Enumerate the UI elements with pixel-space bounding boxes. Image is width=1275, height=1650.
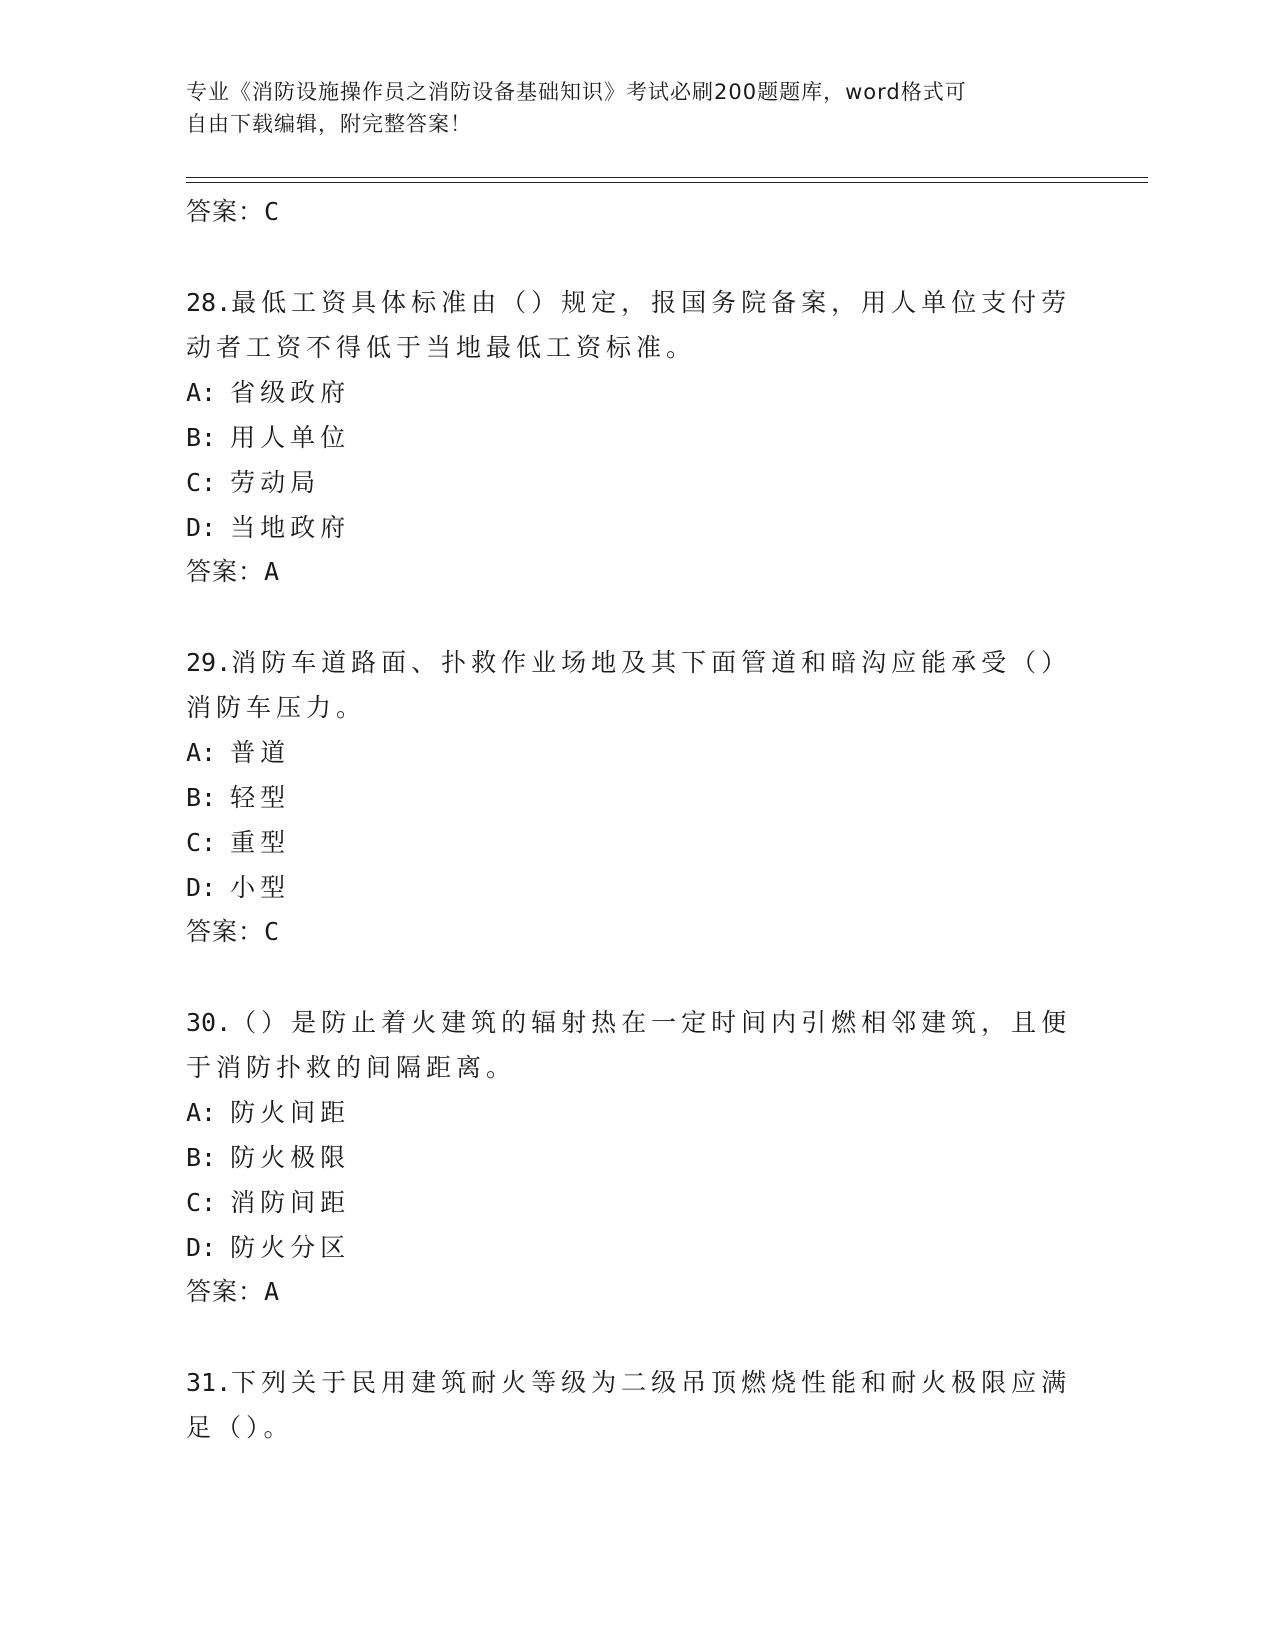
question-28 <box>186 280 1086 594</box>
option-text: 省级政府 <box>230 378 351 407</box>
header-divider-top <box>186 177 1148 178</box>
option-letter: C: <box>186 468 217 497</box>
option-letter: D: <box>186 513 217 542</box>
question-text <box>186 1360 1086 1450</box>
option-letter: D: <box>186 1233 217 1262</box>
option-b <box>186 415 1086 460</box>
question-body: 下列关于民用建筑耐火等级为二级吊顶燃烧性能和耐火极限应满足（）。 <box>186 1368 1072 1442</box>
header-divider-bottom <box>186 182 1148 183</box>
document-header <box>186 76 1066 140</box>
answer-line <box>186 550 1086 594</box>
question-number: 29. <box>186 648 232 677</box>
answer-value: C <box>264 197 281 226</box>
header-line-1: 专业《消防设施操作员之消防设备基础知识》考试必刷200题题库，word格式可 <box>186 80 967 104</box>
question-body: （）是防止着火建筑的辐射热在一定时间内引燃相邻建筑，且便于消防扑救的间隔距离。 <box>186 1008 1072 1082</box>
question-29 <box>186 640 1086 954</box>
option-letter: B: <box>186 423 217 452</box>
option-text: 劳动局 <box>230 468 321 497</box>
answer-label: 答案： <box>186 557 265 586</box>
question-text <box>186 1000 1086 1090</box>
option-letter: C: <box>186 1188 217 1217</box>
option-text: 消防间距 <box>230 1188 351 1217</box>
option-c <box>186 460 1086 505</box>
option-a <box>186 730 1086 775</box>
option-letter: A: <box>186 1098 217 1127</box>
option-c <box>186 820 1086 865</box>
option-text: 用人单位 <box>230 423 351 452</box>
question-number: 30. <box>186 1008 232 1037</box>
header-line-2: 自由下载编辑，附完整答案！ <box>186 112 472 136</box>
option-text: 普道 <box>230 738 291 767</box>
question-31 <box>186 1360 1086 1450</box>
option-d <box>186 865 1086 910</box>
option-text: 重型 <box>230 828 291 857</box>
option-letter: C: <box>186 828 217 857</box>
option-text: 轻型 <box>230 783 291 812</box>
option-text: 防火分区 <box>230 1233 351 1262</box>
option-letter: A: <box>186 378 217 407</box>
answer-value: C <box>264 917 281 946</box>
answer-line <box>186 1270 1086 1314</box>
option-d <box>186 505 1086 550</box>
answer-line <box>186 910 1086 954</box>
option-d <box>186 1225 1086 1270</box>
answer-label: 答案： <box>186 197 265 226</box>
option-text: 防火间距 <box>230 1098 351 1127</box>
answer-value: A <box>264 557 281 586</box>
question-number: 31. <box>186 1368 232 1397</box>
option-letter: B: <box>186 783 217 812</box>
option-text: 小型 <box>230 873 291 902</box>
question-text <box>186 640 1086 730</box>
answer-label: 答案： <box>186 917 265 946</box>
option-letter: D: <box>186 873 217 902</box>
option-text: 当地政府 <box>230 513 351 542</box>
question-number: 28. <box>186 288 232 317</box>
option-b <box>186 775 1086 820</box>
question-body: 消防车道路面、扑救作业场地及其下面管道和暗沟应能承受（）消防车压力。 <box>186 648 1072 722</box>
question-30 <box>186 1000 1086 1314</box>
option-letter: B: <box>186 1143 217 1172</box>
question-body: 最低工资具体标准由（）规定，报国务院备案，用人单位支付劳动者工资不得低于当地最低工资标准。 <box>186 288 1072 362</box>
option-a <box>186 1090 1086 1135</box>
question-list <box>186 190 1086 1450</box>
option-c <box>186 1180 1086 1225</box>
option-letter: A: <box>186 738 217 767</box>
option-text: 防火极限 <box>230 1143 351 1172</box>
question-text <box>186 280 1086 370</box>
answer-label: 答案： <box>186 1277 265 1306</box>
option-a <box>186 370 1086 415</box>
answer-value: A <box>264 1277 281 1306</box>
option-b <box>186 1135 1086 1180</box>
answer-line <box>186 190 1086 234</box>
